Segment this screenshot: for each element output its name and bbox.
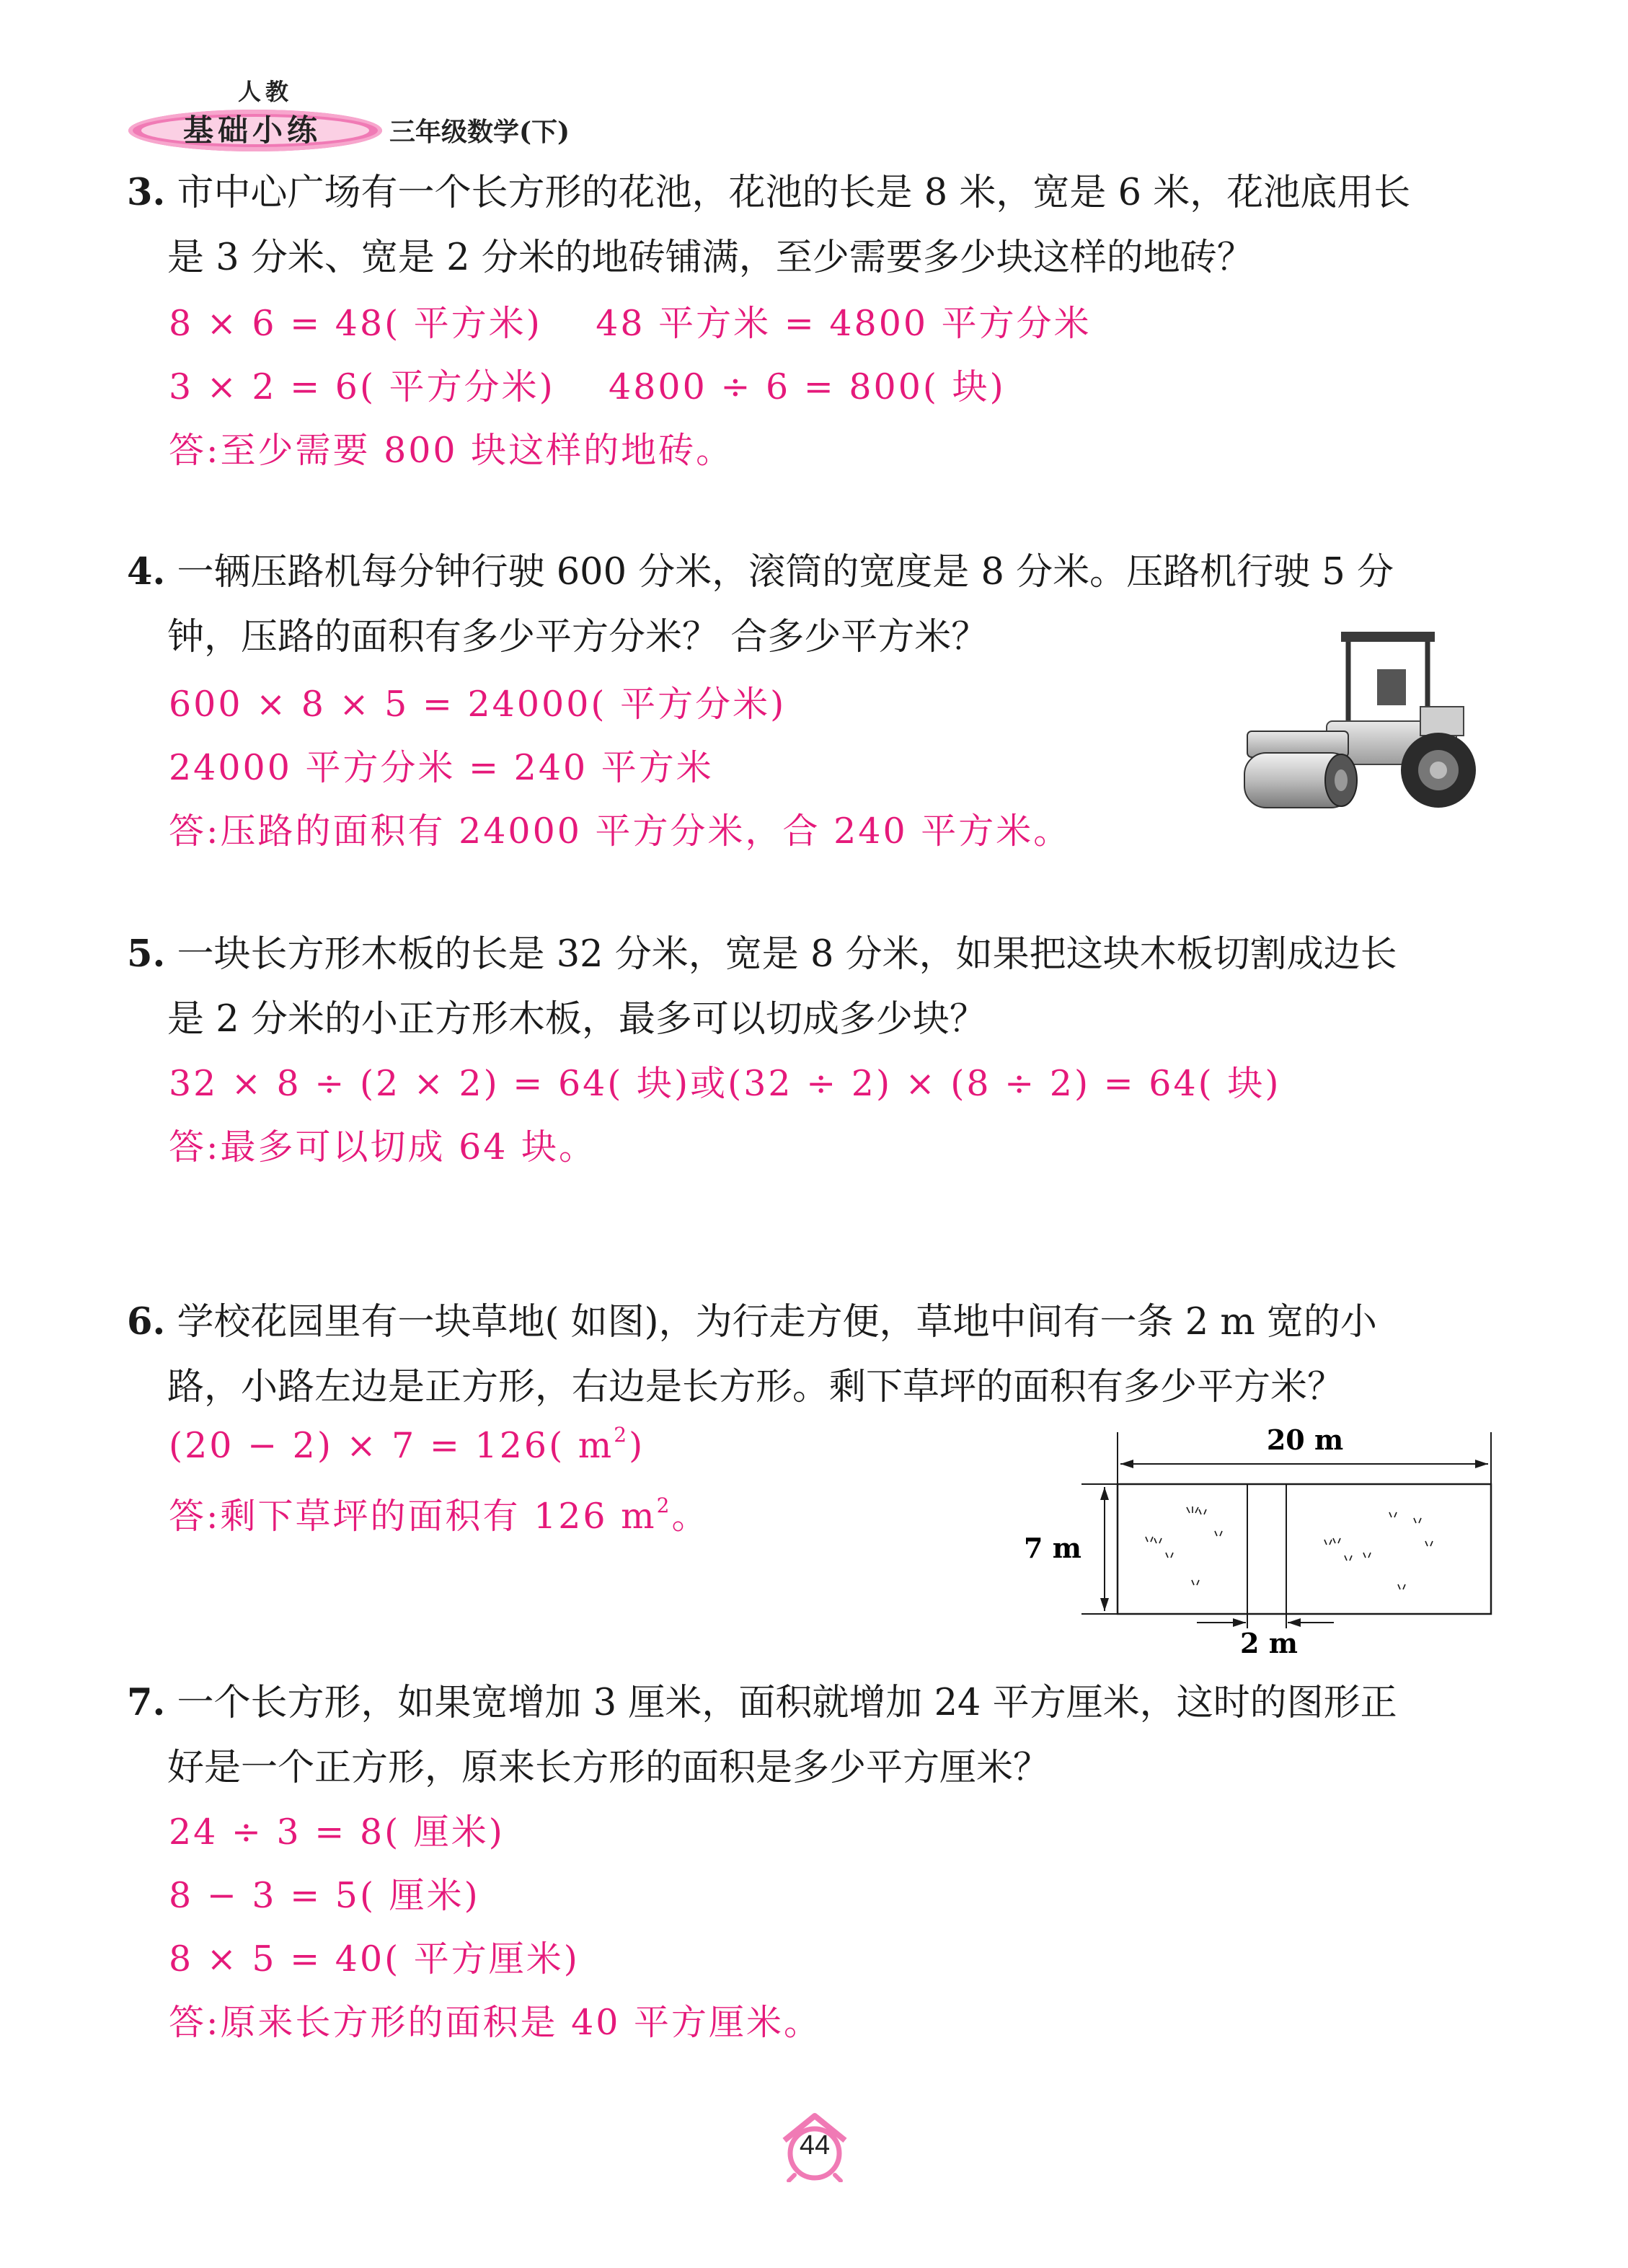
- question-number: 7: [127, 1681, 153, 1724]
- superscript: 2: [614, 1423, 629, 1447]
- question-number: 3: [127, 171, 153, 214]
- answer-line: 答:最多可以切成 64 块。: [169, 1126, 597, 1168]
- question-text: 一辆压路机每分钟行驶 600 分米，滚筒的宽度是 8 分米。压路机行驶 5 分: [177, 551, 1394, 594]
- road-roller-illustration: [1240, 626, 1494, 815]
- answer-line: 答:原来长方形的面积是 40 平方厘米。: [169, 2002, 822, 2043]
- answer-line: 8 × 5 = 40( 平方厘米): [169, 1938, 580, 1980]
- question-text: 学校花园里有一块草地( 如图)，为行走方便，草地中间有一条 2 m 宽的小: [177, 1301, 1377, 1343]
- page-number: 44: [799, 2130, 831, 2161]
- question-text: 好是一个正方形，原来长方形的面积是多少平方厘米？: [167, 1747, 1050, 1789]
- answer-line: 答:剩下草坪的面积有 126 $m^2$。: [169, 1493, 709, 1537]
- answer-line: 600 × 8 × 5 = 24000( 平方分米): [169, 684, 787, 725]
- question-number: 4: [127, 550, 153, 594]
- question-7: 7. 一个长方形，如果宽增加 3 厘米，面积就增加 24 平方厘米，这时的图形正 好是一个正方形，原来长方形的面积是多少平方厘米？: [127, 1670, 1497, 1801]
- answer-line: 8 × 6 = 48( 平方米) 48 平方米 = 4800 平方分米: [169, 303, 1092, 344]
- superscript: 2: [656, 1493, 672, 1517]
- question-text: 一块长方形木板的长是 32 分米，宽是 8 分米，如果把这块木板切割成边长: [177, 933, 1397, 976]
- question-text: 是 3 分米、宽是 2 分米的地砖铺满，至少需要多少块这样的地砖？: [167, 237, 1254, 279]
- question-text: 钟，压路的面积有多少平方分米？ 合多少平方米？: [167, 616, 988, 658]
- answer-line: 24000 平方分米 = 240 平方米: [169, 747, 714, 788]
- path-label: 2 m: [1240, 1627, 1298, 1659]
- answer-line: 8 − 3 = 5( 厘米): [169, 1875, 480, 1916]
- height-label: 7 m: [1024, 1532, 1081, 1564]
- series-title: 基础小练: [183, 112, 322, 148]
- question-3: 3. 市中心广场有一个长方形的花池，花池的长是 8 米，宽是 6 米，花池底用长 是 3 分米、宽是 2 分米的地砖铺满，至少需要多少块这样的地砖？: [127, 160, 1497, 291]
- question-text: 一个长方形，如果宽增加 3 厘米，面积就增加 24 平方厘米，这时的图形正: [177, 1682, 1397, 1724]
- question-number: 5: [127, 932, 153, 976]
- question-text: 路，小路左边是正方形，右边是长方形。剩下草坪的面积有多少平方米？: [167, 1366, 1345, 1408]
- grade-label: 三年级数学(下): [389, 117, 570, 147]
- question-text: 是 2 分米的小正方形木板，最多可以切成多少块？: [167, 998, 986, 1041]
- question-5: 5. 一块长方形木板的长是 32 分米，宽是 8 分米，如果把这块木板切割成边长 是 2 分米的小正方形木板，最多可以切成多少块？: [127, 922, 1497, 1052]
- question-number: 6: [127, 1300, 153, 1343]
- question-text: 市中心广场有一个长方形的花池，花池的长是 8 米，宽是 6 米，花池底用长: [177, 172, 1411, 214]
- answer-line: 答:压路的面积有 24000 平方分米，合 240 平方米。: [169, 811, 1071, 852]
- answer-line: (20 − 2) × 7 = 126( $m^2$): [169, 1423, 645, 1466]
- question-6: 6. 学校花园里有一块草地( 如图)，为行走方便，草地中间有一条 2 m 宽的小 路，小路左边是正方形，右边是长方形。剩下草坪的面积有多少平方米？: [127, 1289, 1497, 1420]
- question-4: 4. 一辆压路机每分钟行驶 600 分米，滚筒的宽度是 8 分米。压路机行驶 5 分 钟，压路的面积有多少平方分米？ 合多少平方米？: [127, 539, 1497, 670]
- publisher-label: 人教: [238, 78, 293, 105]
- width-label: 20 m: [1266, 1424, 1344, 1456]
- answer-line: 32 × 8 ÷ (2 × 2) = 64( 块)或(32 ÷ 2) × (8 ÷ 2) = 64( 块): [169, 1063, 1281, 1104]
- answer-line: 24 ÷ 3 = 8( 厘米): [169, 1812, 505, 1853]
- answer-line: 3 × 2 = 6( 平方分米) 4800 ÷ 6 = 800( 块): [169, 366, 1006, 407]
- lawn-diagram: [1024, 1421, 1500, 1666]
- answer-line: 答:至少需要 800 块这样的地砖。: [169, 430, 734, 471]
